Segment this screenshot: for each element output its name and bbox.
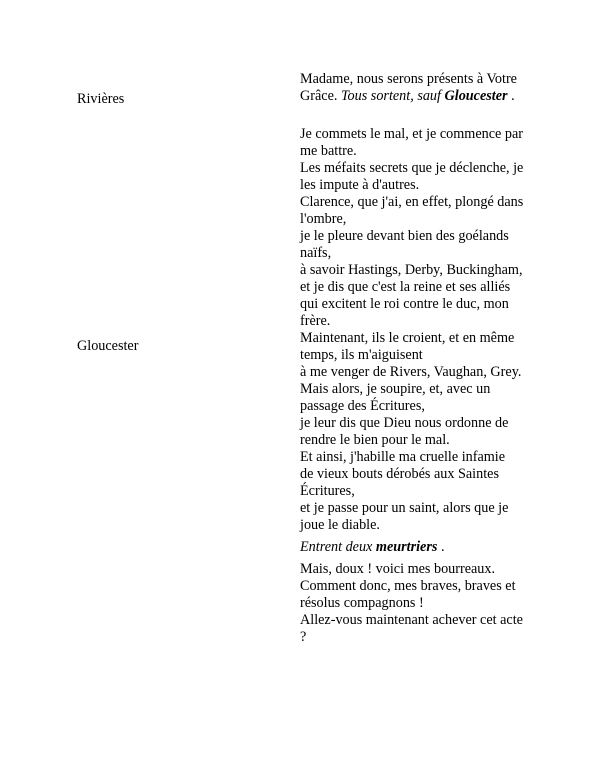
stage-direction-name: meurtriers	[375, 539, 438, 555]
stage-direction-text: Entrent deux	[300, 539, 373, 555]
speech-line: Madame, nous serons présents à Votre Grâce.	[300, 71, 517, 104]
speech-line: à me venger de Rivers, Vaughan, Grey.	[300, 364, 522, 380]
stage-direction-end: .	[440, 539, 445, 555]
stage-direction-end: .	[511, 88, 515, 104]
speech-line: Mais, doux ! voici mes bourreaux.	[300, 561, 496, 577]
stage-direction	[300, 539, 530, 556]
speech-line: Maintenant, ils le croient, et en même temps, ils m'aiguisent	[300, 330, 515, 363]
speech-line: à savoir Hastings, Derby, Buckingham,	[300, 262, 523, 278]
speech-line: Mais alors, je soupire, et, avec un passage des Écritures,	[300, 381, 491, 414]
speech-line: Les méfaits secrets que je déclenche, je les impute à d'autres.	[300, 160, 524, 193]
speech-line: et je passe pour un saint, alors que je joue le diable.	[300, 500, 509, 533]
stage-direction-text: Tous sortent, sauf	[340, 88, 441, 104]
speech-line: Et ainsi, j'habille ma cruelle infamie	[300, 449, 506, 465]
stage-direction	[341, 88, 508, 104]
speech-rivieres	[300, 71, 530, 105]
speech-line: Je commets le mal, et je commence par me battre.	[300, 126, 523, 159]
speech-gloucester	[300, 126, 530, 646]
speech-line: et je dis que c'est la reine et ses alliés qui excitent le roi contre le duc, mon frère.	[300, 279, 511, 329]
stage-direction-name: Gloucester	[444, 88, 508, 104]
speech-line: Allez-vous maintenant achever cet acte ?	[300, 612, 523, 645]
speech-line: je leur dis que Dieu nous ordonne de rendre le bien pour le mal.	[300, 415, 509, 448]
speaker-rivieres: Rivières	[77, 91, 125, 107]
speech-line: Clarence, que j'ai, en effet, plongé dans l'ombre,	[300, 194, 524, 227]
speaker-gloucester: Gloucester	[77, 338, 139, 354]
speech-line: Comment donc, mes braves, braves et résolus compagnons !	[300, 578, 516, 611]
speech-line: de vieux bouts dérobés aux Saintes Écritures,	[300, 466, 499, 499]
speech-line: je le pleure devant bien des goélands naïfs,	[300, 228, 509, 261]
